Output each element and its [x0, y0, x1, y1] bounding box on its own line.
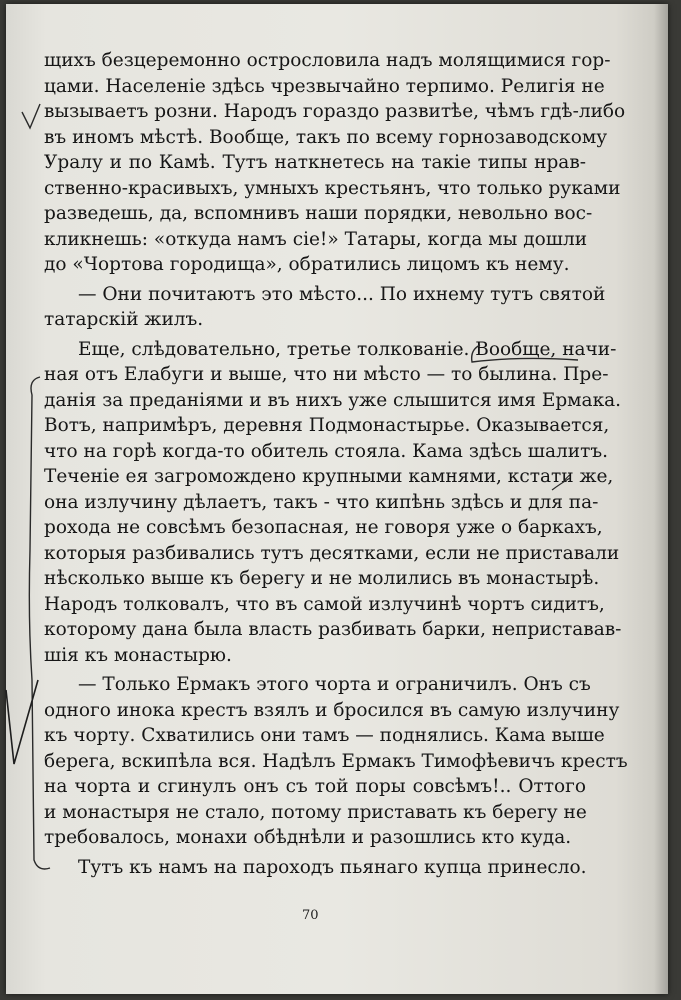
- text-line: Теченіе ея загромождено крупными камнями, кстати же,: [44, 466, 614, 487]
- paragraph-3: [44, 337, 622, 669]
- text-line: рохода не совсѣмъ безопасная, не говоря уже о баркахъ,: [44, 517, 603, 538]
- text-line: — Они почитаютъ это мѣсто... По ихнему тутъ святой: [78, 283, 606, 305]
- page-number: 70: [302, 908, 319, 923]
- text-line: Уралу и по Камѣ. Тутъ наткнетесь на такіе типы нрав-: [44, 152, 586, 173]
- text-line: къ чорту. Схватились они тамъ — поднялись. Кама выше: [44, 725, 605, 746]
- page-edge-shadow: [654, 4, 668, 994]
- paragraph-2: [44, 282, 606, 333]
- book-page: [6, 4, 668, 994]
- page-text: [44, 48, 628, 880]
- text-line: Народъ толковалъ, что въ самой излучинѣ чортъ сидитъ,: [44, 593, 605, 615]
- text-line: на чорта и сгинулъ онъ съ той поры совсѣмъ!.. Оттого: [44, 776, 586, 797]
- text-line: Тутъ къ намъ на пароходъ пьянаго купца принесло.: [78, 856, 587, 878]
- text-line: — Только Ермакъ этого чорта и ограничилъ. Онъ съ: [78, 674, 591, 695]
- paragraph-4: [44, 672, 628, 851]
- text-line: которыя разбивались тутъ десятками, если не приставали: [44, 542, 620, 564]
- text-line: въ иномъ мѣстѣ. Вообще, такъ по всему горнозаводскому: [44, 126, 608, 148]
- text-line: одного инока крестъ взялъ и бросился въ самую излучину: [44, 699, 620, 721]
- text-line: Вотъ, напримѣръ, деревня Подмонастырье. Оказывается,: [44, 415, 610, 436]
- text-line: Еще, слѣдовательно, третье толкованіе. Вообще, начи-: [78, 338, 617, 360]
- text-line: вызываетъ розни. Народъ гораздо развитѣе, чѣмъ гдѣ-либо: [44, 101, 626, 122]
- text-line: разведешь, да, вспомнивъ наши порядки, невольно вос-: [44, 203, 593, 224]
- text-line: требовалось, монахи обѣднѣли и разошлись кто куда.: [44, 827, 572, 848]
- text-line: берега, вскипѣла вся. Надѣлъ Ермакъ Тимофѣевичъ крестъ: [44, 750, 628, 772]
- text-line: кликнешь: «откуда намъ сіе!» Татары, когда мы дошли: [44, 228, 588, 250]
- text-line: шія къ монастырю.: [44, 644, 232, 666]
- text-line: ственно-красивыхъ, умныхъ крестьянъ, что только руками: [44, 177, 621, 199]
- paragraph-1: [44, 48, 626, 278]
- text-line: татарскій жилъ.: [44, 309, 204, 330]
- text-line: которому дана была власть разбивать барки, неприставав-: [44, 619, 622, 640]
- text-line: данія за преданіями и въ нихъ уже слышится имя Ермака.: [44, 389, 622, 411]
- text-line: она излучину дѣлаетъ, такъ - что кипѣнь здѣсь и для па-: [44, 491, 599, 513]
- text-line: цами. Населеніе здѣсь чрезвычайно терпимо. Религія не: [44, 75, 605, 97]
- text-line: щихъ безцеремонно острословила надъ молящимися гор-: [44, 50, 611, 71]
- text-line: что на горѣ когда-то обитель стояла. Кама здѣсь шалитъ.: [44, 440, 608, 462]
- text-line: и монастыря не стало, потому приставать къ берегу не: [44, 801, 587, 823]
- text-line: до «Чортова городища», обратились лицомъ къ нему.: [44, 254, 570, 275]
- paragraph-5: [44, 855, 586, 881]
- text-line: ная отъ Елабуги и выше, что ни мѣсто — то былина. Пре-: [44, 364, 609, 385]
- text-line: нѣсколько выше къ берегу и не молились въ монастырѣ.: [44, 568, 600, 589]
